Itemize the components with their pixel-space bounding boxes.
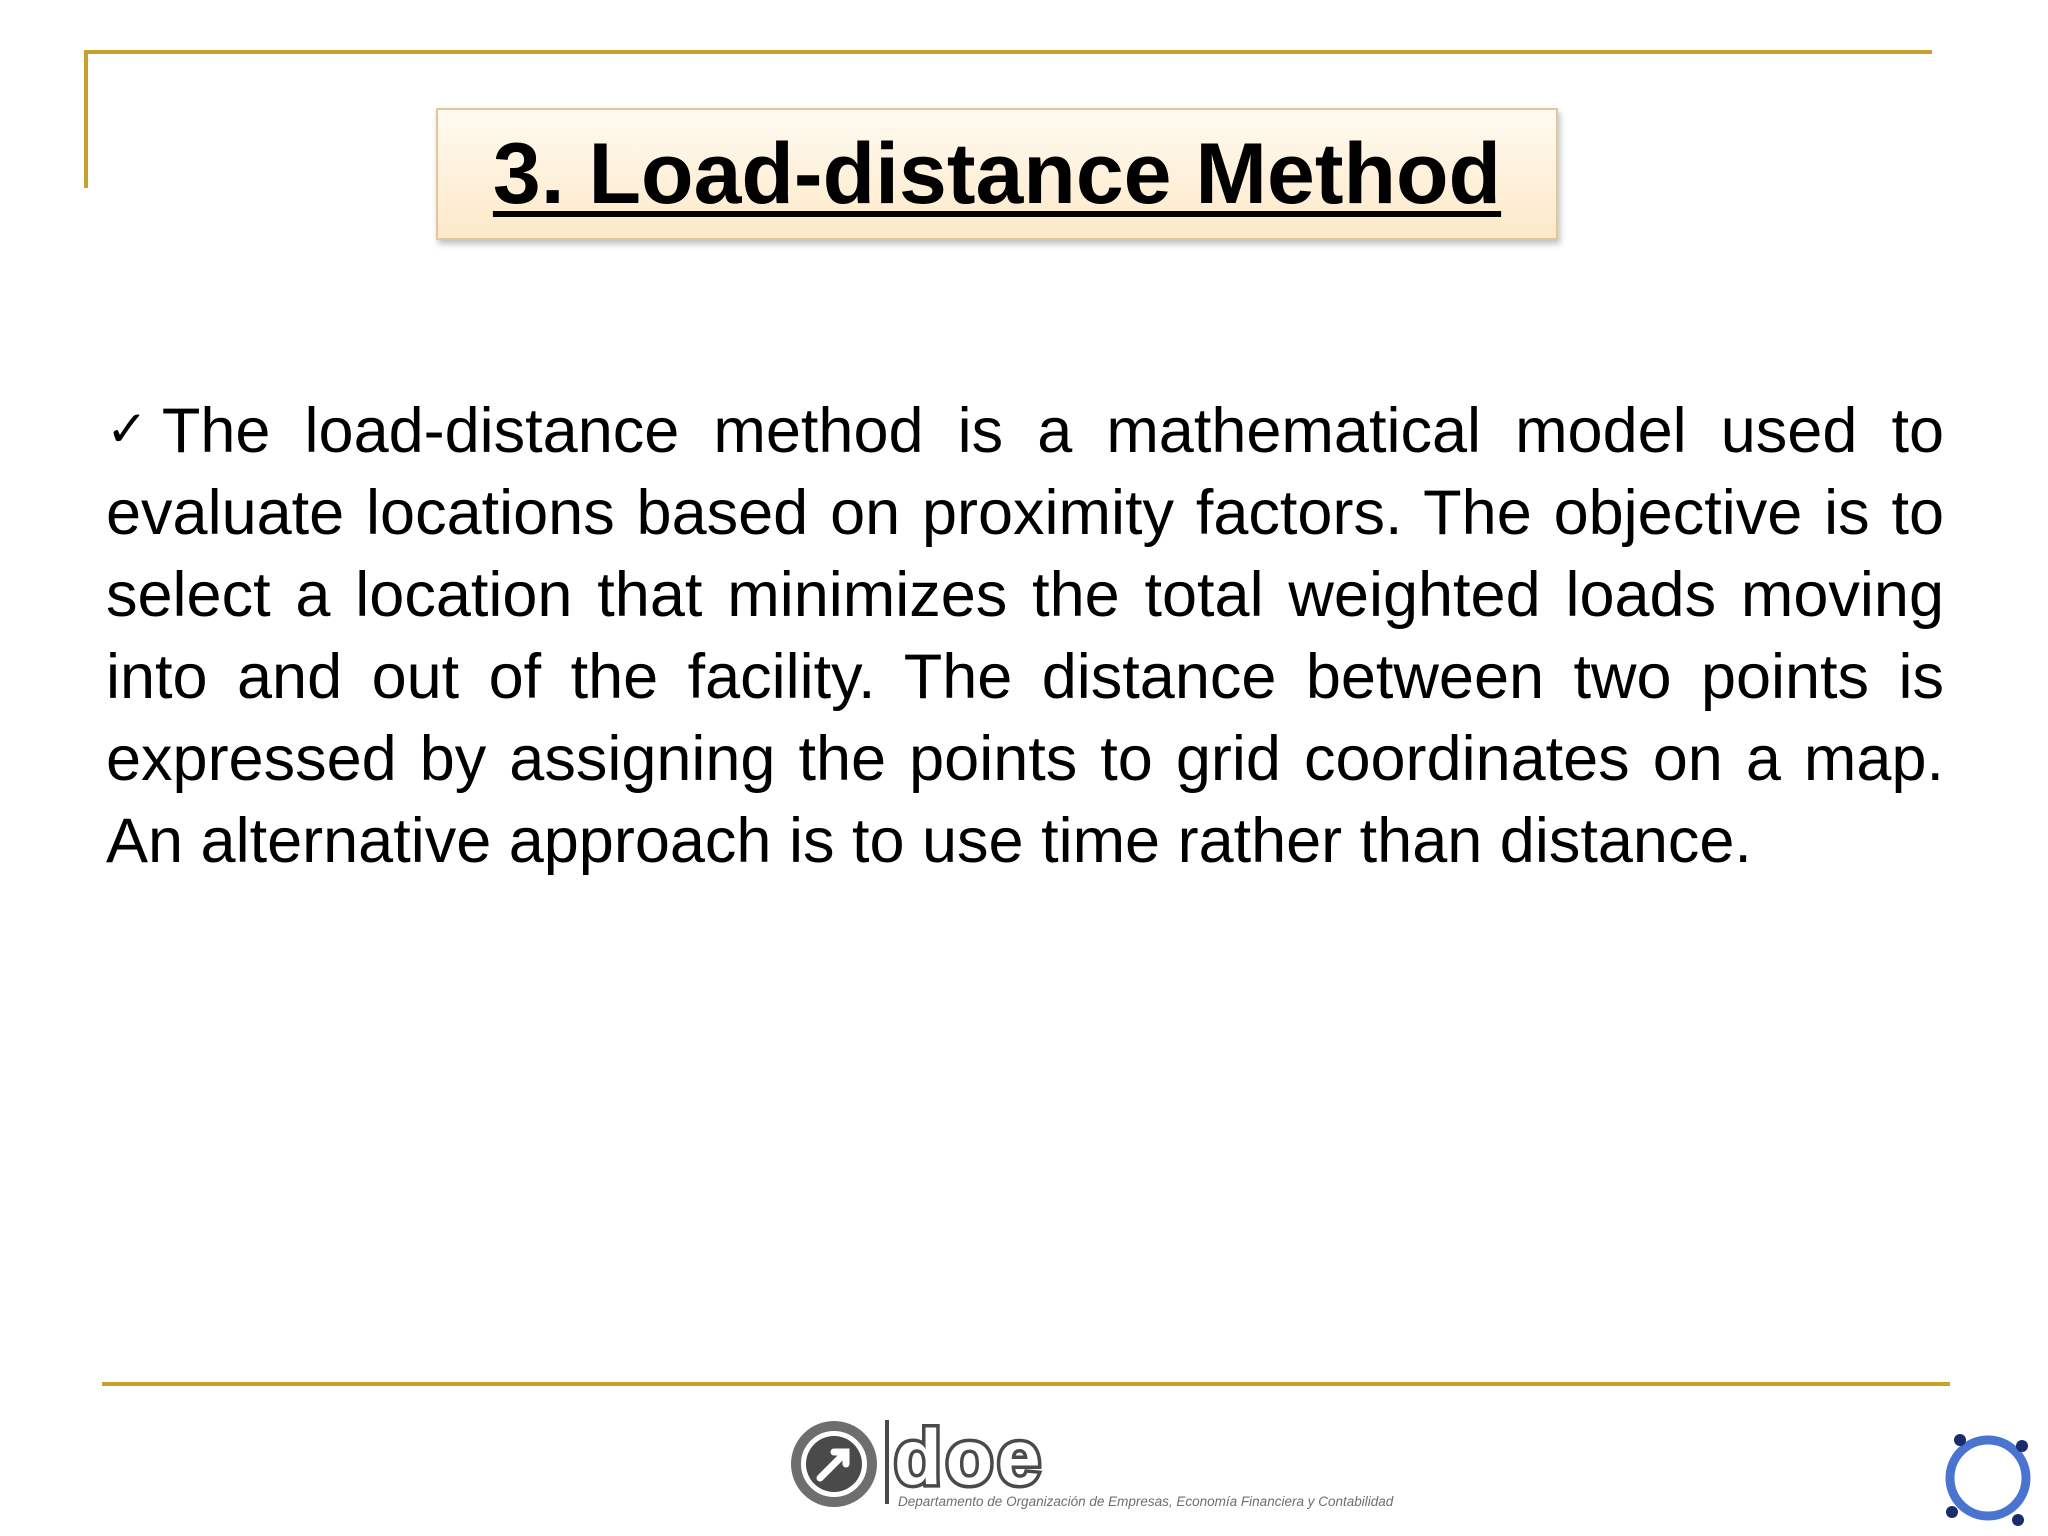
slide-title: 3. Load-distance Method <box>492 125 1502 222</box>
doe-emblem-icon <box>796 1426 872 1502</box>
logo-wordmark: doe <box>894 1414 1045 1501</box>
corner-ring-logo <box>1938 1424 2038 1528</box>
doe-logo <box>790 1414 1470 1514</box>
top-frame-line <box>84 50 1932 54</box>
paragraph-text: The load-distance method is a mathematical model used to evaluate locations based on proximity factors. The objective is to select a location that minimizes the total weighted loads moving into and out of the facility. The distance between two points is expressed by assigning the points to grid coordinates on a map. An alternative approach is to use time rather than distance. <box>106 396 1944 876</box>
logo-tagline: Departamento de Organización de Empresas, Economía Financiera y Contabilidad <box>898 1494 1394 1509</box>
checkmark-icon: ✓ <box>106 401 148 457</box>
bottom-frame-line <box>102 1382 1950 1386</box>
body-paragraph <box>106 388 1944 882</box>
title-box <box>436 108 1558 240</box>
left-frame-line <box>84 50 88 188</box>
